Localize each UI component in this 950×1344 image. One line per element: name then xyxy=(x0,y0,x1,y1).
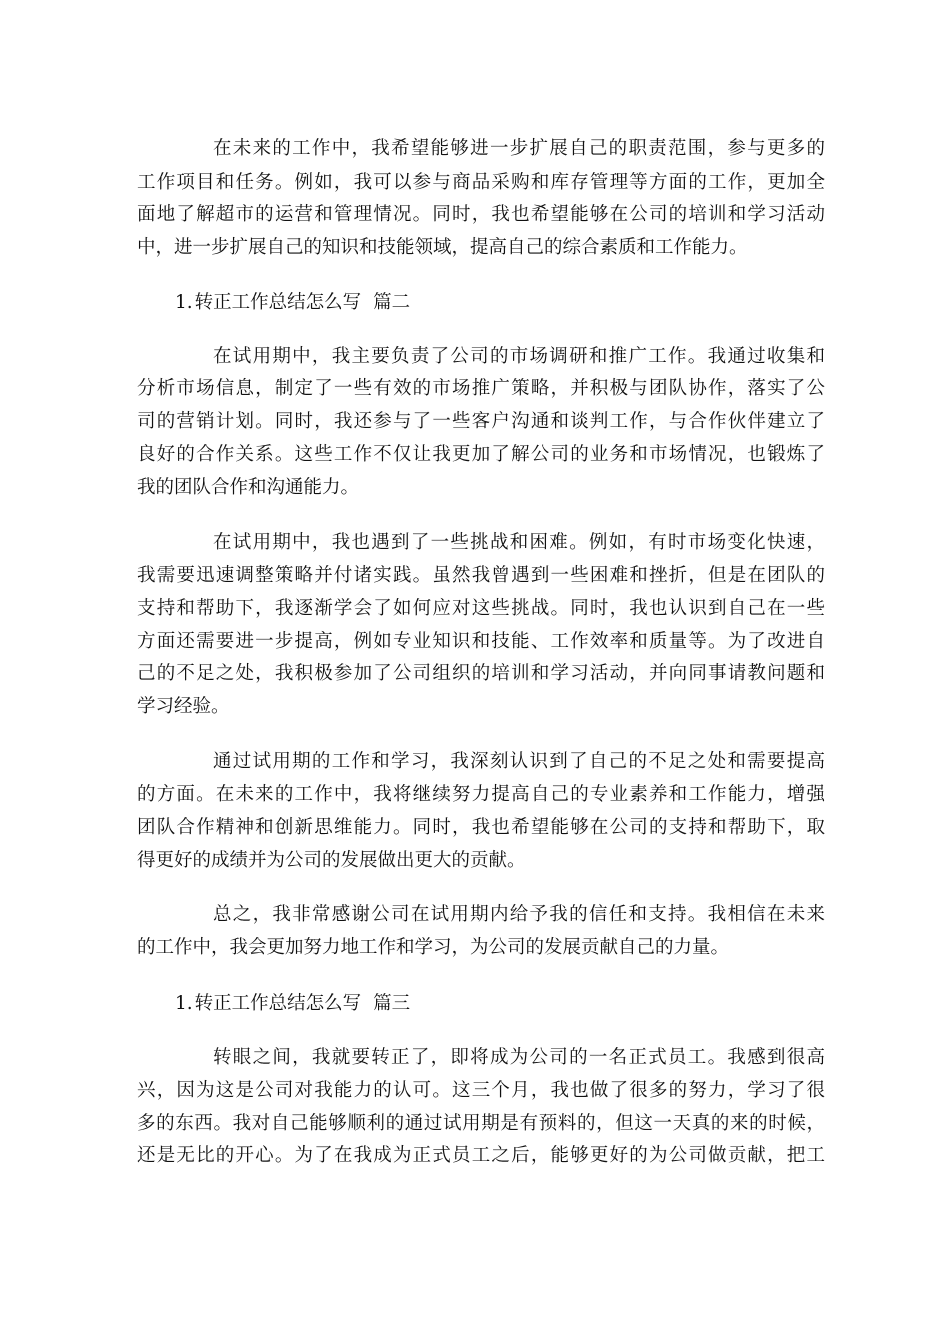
paragraph-4-line-1: 通过试用期的工作和学习，我深刻认识到了自己的不足之处和需要提高 xyxy=(213,751,825,772)
paragraph-2-line-2: 分析市场信息，制定了一些有效的市场推广策略，并积极与团队协作，落实了公 xyxy=(137,378,825,399)
paragraph-6-line-1: 转眼之间，我就要转正了，即将成为公司的一名正式员工。我感到很高 xyxy=(213,1047,825,1068)
heading-2-number: 1. xyxy=(175,292,193,313)
paragraph-3-line-3: 支持和帮助下，我逐渐学会了如何应对这些挑战。同时，我也认识到自己在一些 xyxy=(137,598,825,619)
paragraph-6-line-3: 多的东西。我对自己能够顺利的通过试用期是有预料的，但这一天真的来的时候， xyxy=(137,1113,825,1134)
paragraph-2-line-3: 司的营销计划。同时，我还参与了一些客户沟通和谈判工作，与合作伙伴建立了 xyxy=(137,411,825,432)
paragraph-6-line-4: 还是无比的开心。为了在我成为正式员工之后，能够更好的为公司做贡献，把工 xyxy=(137,1145,825,1166)
heading-3-number: 1. xyxy=(175,993,193,1014)
paragraph-2-line-1: 在试用期中，我主要负责了公司的市场调研和推广工作。我通过收集和 xyxy=(213,346,825,367)
heading-3-suffix: 篇三 xyxy=(373,993,411,1014)
paragraph-5-line-1: 总之，我非常感谢公司在试用期内给予我的信任和支持。我相信在未来 xyxy=(213,904,825,925)
heading-2-title: 转正工作总结怎么写 xyxy=(194,292,362,313)
paragraph-3-line-4: 方面还需要进一步提高，例如专业知识和技能、工作效率和质量等。为了改进自 xyxy=(137,631,825,652)
paragraph-1-line-1: 在未来的工作中，我希望能够进一步扩展自己的职责范围，参与更多的 xyxy=(213,138,825,159)
paragraph-1-line-4: 中，进一步扩展自己的知识和技能领域，提高自己的综合素质和工作能力。 xyxy=(137,237,748,258)
paragraph-3-line-1: 在试用期中，我也遇到了一些挑战和困难。例如，有时市场变化快速， xyxy=(213,532,825,553)
section-heading-3 xyxy=(175,991,410,1017)
section-heading-2 xyxy=(175,290,410,316)
paragraph-2-line-5: 我的团队合作和沟通能力。 xyxy=(137,477,360,498)
paragraph-1-line-3: 面地了解超市的运营和管理情况。同时，我也希望能够在公司的培训和学习活动 xyxy=(137,204,825,225)
paragraph-2-line-4: 良好的合作关系。这些工作不仅让我更加了解公司的业务和市场情况，也锻炼了 xyxy=(137,444,825,465)
paragraph-6-line-2: 兴，因为这是公司对我能力的认可。这三个月，我也做了很多的努力，学习了很 xyxy=(137,1080,825,1101)
heading-2-suffix: 篇二 xyxy=(373,292,411,313)
paragraph-4-line-3: 团队合作精神和创新思维能力。同时，我也希望能够在公司的支持和帮助下，取 xyxy=(137,817,825,838)
paragraph-3-line-6: 学习经验。 xyxy=(137,696,230,717)
paragraph-4-line-4: 得更好的成绩并为公司的发展做出更大的贡献。 xyxy=(137,850,526,871)
paragraph-4-line-2: 的方面。在未来的工作中，我将继续努力提高自己的专业素养和工作能力，增强 xyxy=(137,784,825,805)
paragraph-5-line-2: 的工作中，我会更加努力地工作和学习，为公司的发展贡献自己的力量。 xyxy=(137,937,730,958)
paragraph-3-line-2: 我需要迅速调整策略并付诸实践。虽然我曾遇到一些困难和挫折，但是在团队的 xyxy=(137,565,825,586)
paragraph-1-line-2: 工作项目和任务。例如，我可以参与商品采购和库存管理等方面的工作，更加全 xyxy=(137,172,825,193)
heading-3-title: 转正工作总结怎么写 xyxy=(194,993,362,1014)
paragraph-3-line-5: 己的不足之处，我积极参加了公司组织的培训和学习活动，并向同事请教问题和 xyxy=(137,663,825,684)
